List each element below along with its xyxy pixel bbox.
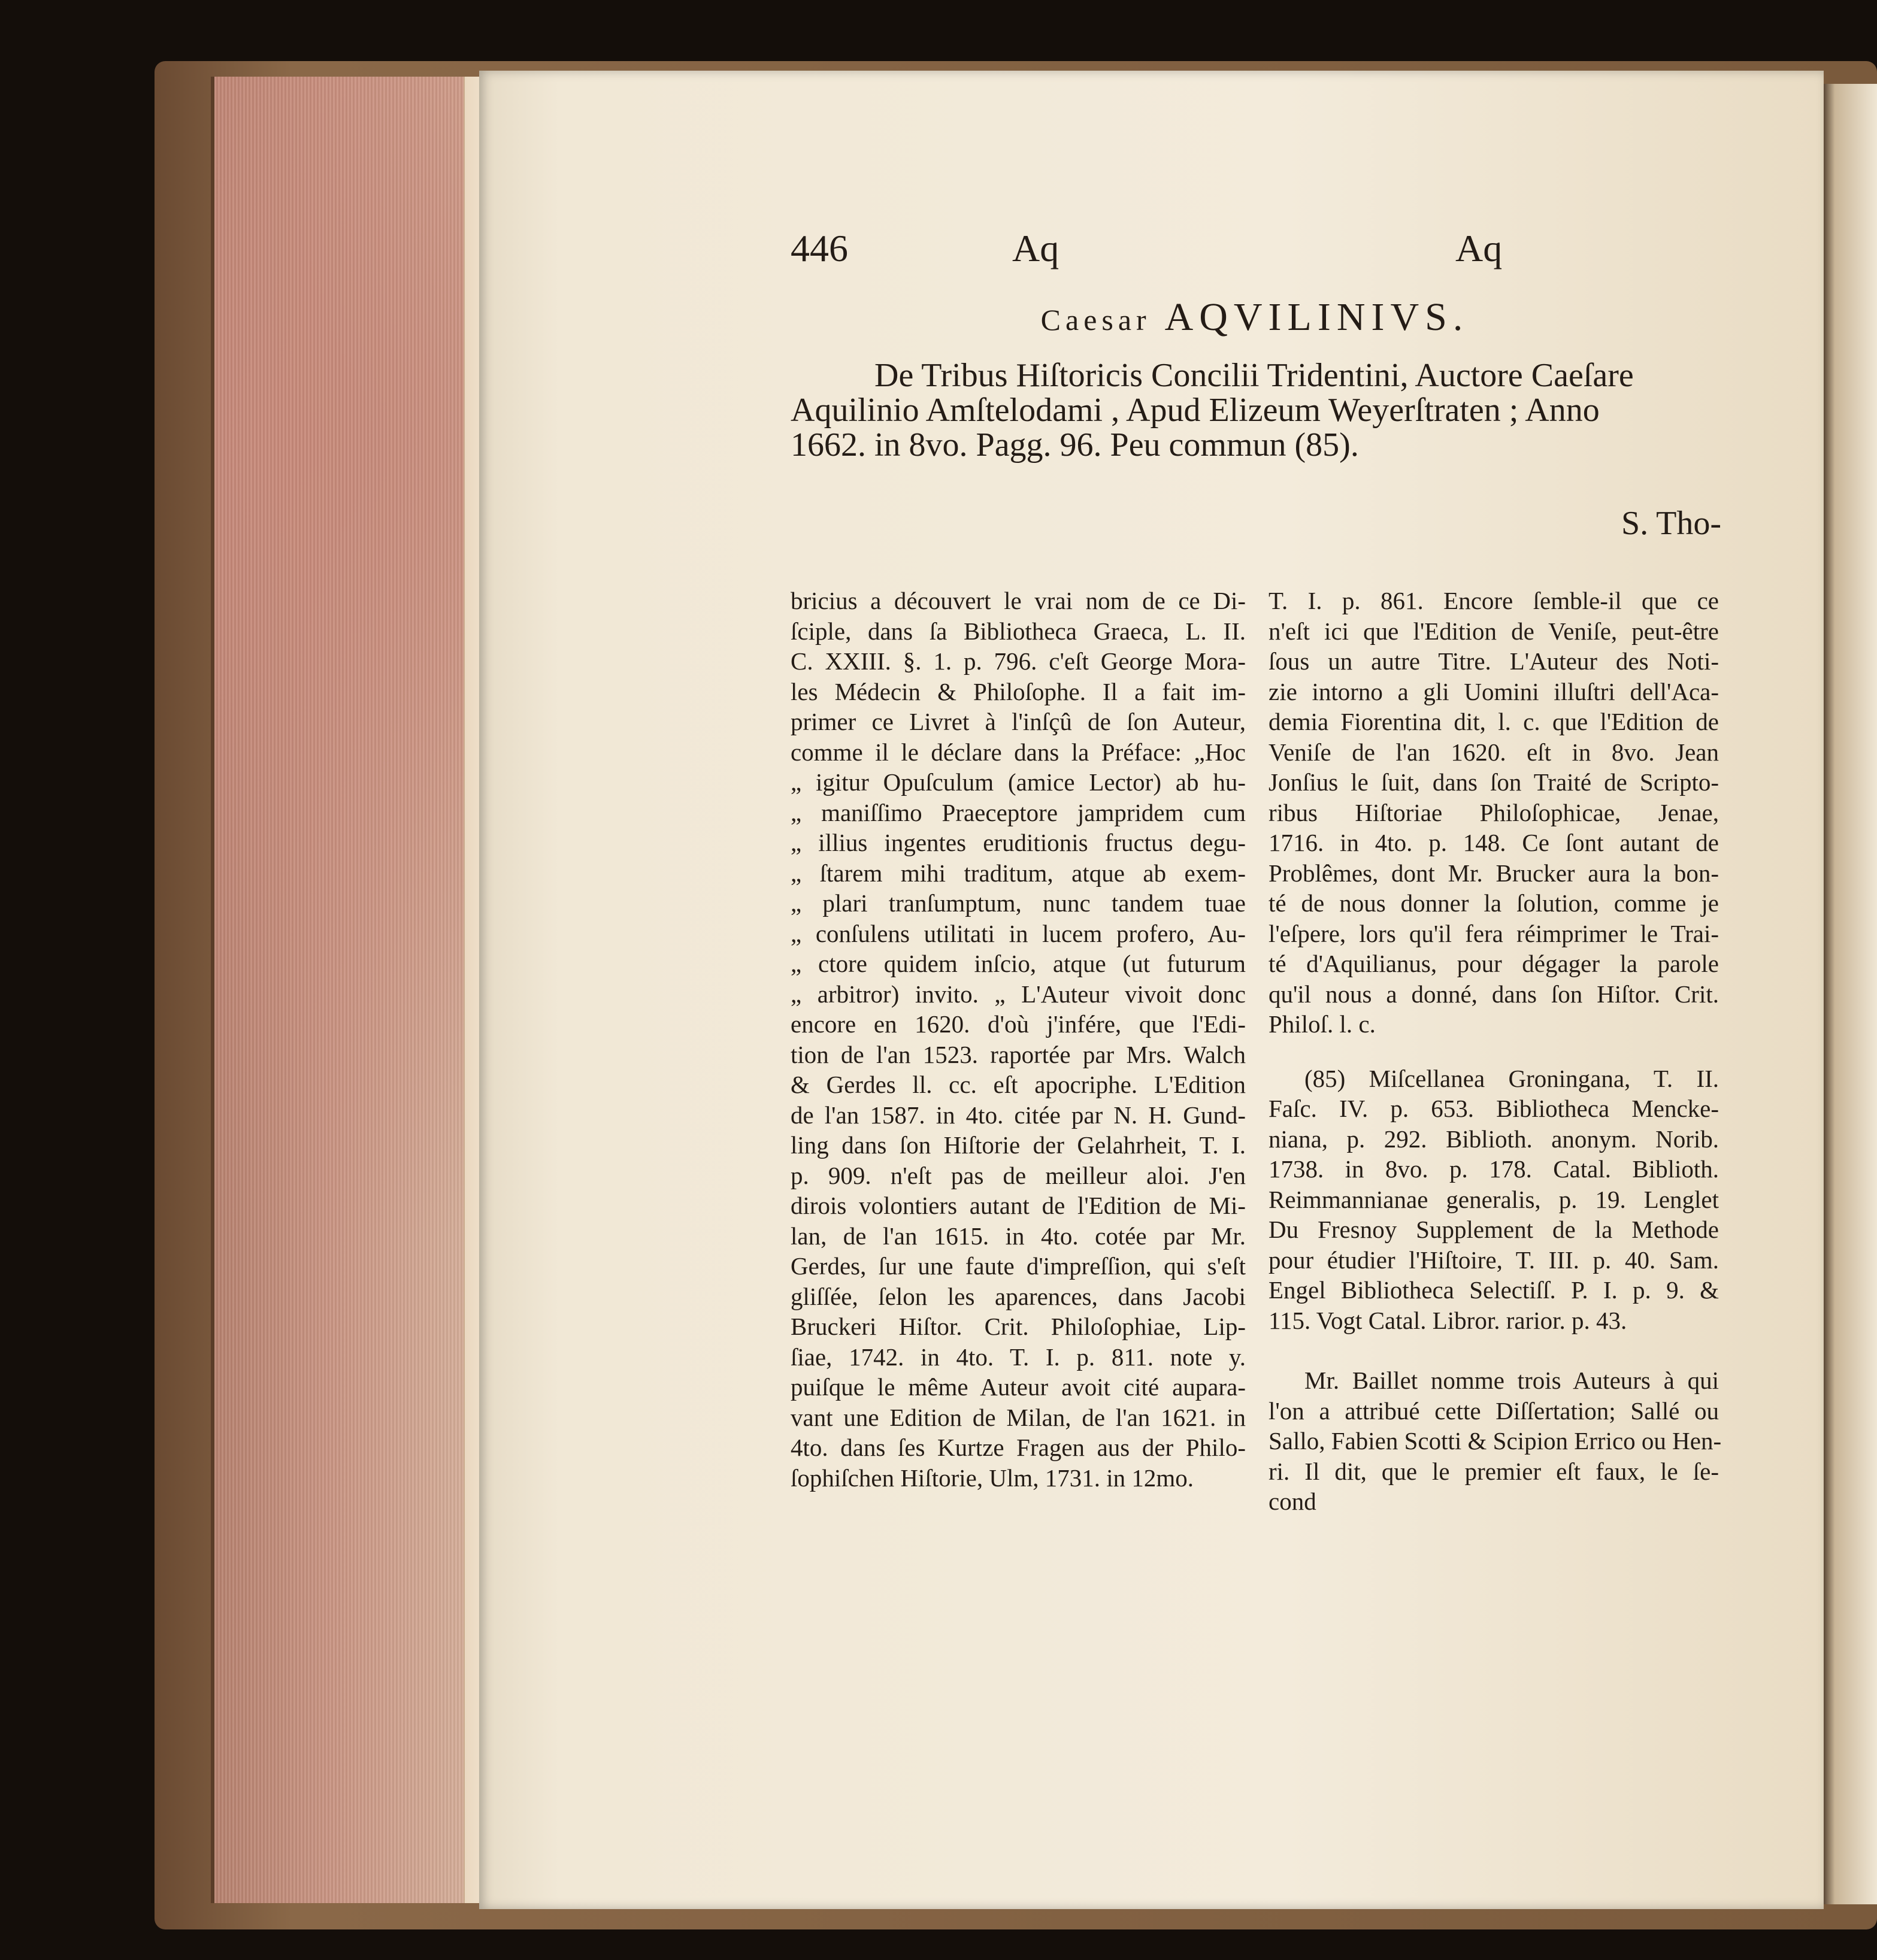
text-line: „ ſtarem mihi traditum, atque ab exem- [791, 859, 1246, 887]
text-line: de l'an 1587. in 4to. citée par N. H. Gund- [791, 1101, 1246, 1129]
right-guide-word: Aq [1455, 227, 1503, 269]
text-line: „ illius ingentes eruditionis fructus degu- [791, 829, 1246, 856]
text-line: ſiae, 1742. in 4to. T. I. p. 811. note y. [791, 1343, 1246, 1371]
text-line: 4to. dans ſes Kurtze Fragen aus der Philo- [791, 1434, 1246, 1461]
text-line: zie intorno a gli Uomini illuſtri dell'Aca- [1269, 677, 1719, 705]
text-line: Jonſius le ſuit, dans ſon Traité de Scripto- [1269, 768, 1719, 796]
text-line: Philoſ. l. c. [1269, 1010, 1376, 1038]
text-line: (85) Miſcellanea Groningana, T. II. [1304, 1064, 1719, 1092]
text-line: & Gerdes ll. cc. eſt apocriphe. L'Edition [791, 1071, 1246, 1098]
text-line: „ igitur Opuſculum (amice Lector) ab hu- [791, 768, 1246, 796]
text-line: p. 909. n'eſt pas de meilleur aloi. J'en [791, 1161, 1246, 1189]
text-line: Engel Bibliotheca Selectiſſ. P. I. p. 9. & [1269, 1276, 1719, 1304]
text-line: Gerdes, ſur une faute d'impreſſion, qui s'eſt [791, 1252, 1246, 1280]
entry-line-3: 1662. in 8vo. Pagg. 96. Peu commun (85). [791, 426, 1359, 464]
text-line: ri. Il dit, que le premier eſt faux, le ſe- [1269, 1457, 1719, 1485]
text-line: demia Fiorentina dit, l. c. que l'Edition de [1269, 708, 1719, 735]
text-line: vant une Edition de Milan, de l'an 1621. in [791, 1403, 1246, 1431]
text-line: „ plari tranſumptum, nunc tandem tuae [791, 889, 1246, 917]
entry-title [791, 295, 1719, 340]
text-line: Bruckeri Hiſtor. Crit. Philoſophiae, Lip- [791, 1313, 1246, 1340]
footnote-85 [1269, 1064, 1719, 1336]
right-column-paragraph [1269, 1365, 1722, 1517]
text-line: ſophiſchen Hiſtorie, Ulm, 1731. in 12mo. [791, 1464, 1194, 1492]
text-line: Sallo, Fabien Scotti & Scipion Errico ou Hen- [1269, 1427, 1722, 1455]
text-line: tion de l'an 1523. raportée par Mrs. Walch [791, 1040, 1246, 1068]
page-number: 446 [791, 227, 848, 269]
text-line: niana, p. 292. Biblioth. anonym. Norib. [1269, 1125, 1719, 1153]
text-line: 1738. in 8vo. p. 178. Catal. Biblioth. [1269, 1155, 1719, 1183]
text-line: ling dans ſon Hiſtorie der Gelahrheit, T. I. [791, 1131, 1246, 1159]
text-line: C. XXIII. §. 1. p. 796. c'eſt George Mora- [791, 647, 1246, 675]
text-line: dirois volontiers autant de l'Edition de Mi- [791, 1192, 1246, 1219]
text-line: ſous un autre Titre. L'Auteur des Noti- [1269, 647, 1719, 675]
text-line: „ arbitror) invito. „ L'Auteur vivoit donc [791, 980, 1246, 1008]
text-line: bricius a découvert le vrai nom de ce Di- [791, 587, 1246, 614]
catchword: S. Tho- [1621, 505, 1721, 542]
left-guide-word: Aq [1012, 227, 1059, 269]
text-line: té de nous donner la ſolution, comme je [1269, 889, 1719, 917]
text-line: té d'Aquilianus, pour dégager la parole [1269, 950, 1719, 977]
text-line: T. I. p. 861. Encore ſemble-il que ce [1269, 587, 1719, 614]
text-line: comme il le déclare dans la Préface: „Hoc [791, 738, 1246, 766]
text-line: pour étudier l'Hiſtoire, T. III. p. 40. Sam. [1269, 1246, 1719, 1274]
text-line: n'eſt ici que l'Edition de Veniſe, peut-être [1269, 617, 1719, 645]
title-first-name: Caesar [1040, 303, 1151, 337]
text-line: Du Fresnoy Supplement de la Methode [1269, 1216, 1719, 1243]
text-line: encore en 1620. d'où j'infére, que l'Edi- [791, 1010, 1246, 1038]
text-line: „ conſulens utilitati in lucem profero, Au- [791, 919, 1246, 947]
text-line: Veniſe de l'an 1620. eſt in 8vo. Jean [1269, 738, 1719, 766]
right-column [1269, 586, 1722, 1517]
text-line: 115. Vogt Catal. Libror. rarior. p. 43. [1269, 1306, 1627, 1334]
bibliographic-entry [791, 358, 1719, 462]
text-line: l'eſpere, lors qu'il fera réimprimer le Trai- [1269, 919, 1719, 947]
entry-line-2: Aquilinio Amſtelodami , Apud Elizeum Weyerſtraten ; Anno [791, 392, 1600, 429]
left-column [791, 586, 1246, 1493]
text-line: Reimmannianae generalis, p. 19. Lenglet [1269, 1185, 1719, 1213]
text-line: puiſque le même Auteur avoit cité aupara- [791, 1373, 1246, 1401]
opposite-page-edge [1821, 84, 1877, 1904]
text-line: l'on a attribué cette Diſſertation; Sallé ou [1269, 1396, 1719, 1425]
entry-line-1: De Tribus Hiſtoricis Concilii Tridentini, Auctore Caeſare [874, 357, 1634, 394]
text-line: ribus Hiſtoriae Philoſophicae, Jenae, [1269, 798, 1719, 826]
text-line: les Médecin & Philoſophe. Il a fait im- [791, 677, 1246, 705]
running-header [791, 226, 1509, 280]
text-line: cond [1269, 1488, 1316, 1515]
page-block-edge [211, 77, 496, 1903]
text-line: „ ctore quidem inſcio, atque (ut futurum [791, 950, 1246, 977]
text-line: lan, de l'an 1615. in 4to. cotée par Mr. [791, 1222, 1246, 1250]
title-last-name: AQVILINIVS. [1164, 295, 1469, 339]
text-line: Faſc. IV. p. 653. Bibliotheca Mencke- [1269, 1095, 1719, 1122]
text-line: „ maniſſimo Praeceptore jampridem cum [791, 798, 1246, 826]
text-line: qu'il nous a donné, dans ſon Hiſtor. Crit. [1269, 980, 1719, 1008]
text-line: ſciple, dans ſa Bibliotheca Graeca, L. II. [791, 617, 1246, 645]
text-line: gliſſée, ſelon les aparences, dans Jacobi [791, 1282, 1246, 1310]
text-line: Mr. Baillet nomme trois Auteurs à qui [1304, 1367, 1719, 1394]
right-column-main [1269, 586, 1719, 1040]
text-line: Problêmes, dont Mr. Brucker aura la bon- [1269, 859, 1719, 887]
text-line: primer ce Livret à l'inſçû de ſon Auteur, [791, 708, 1246, 735]
text-line: 1716. in 4to. p. 148. Ce ſont autant de [1269, 829, 1719, 856]
